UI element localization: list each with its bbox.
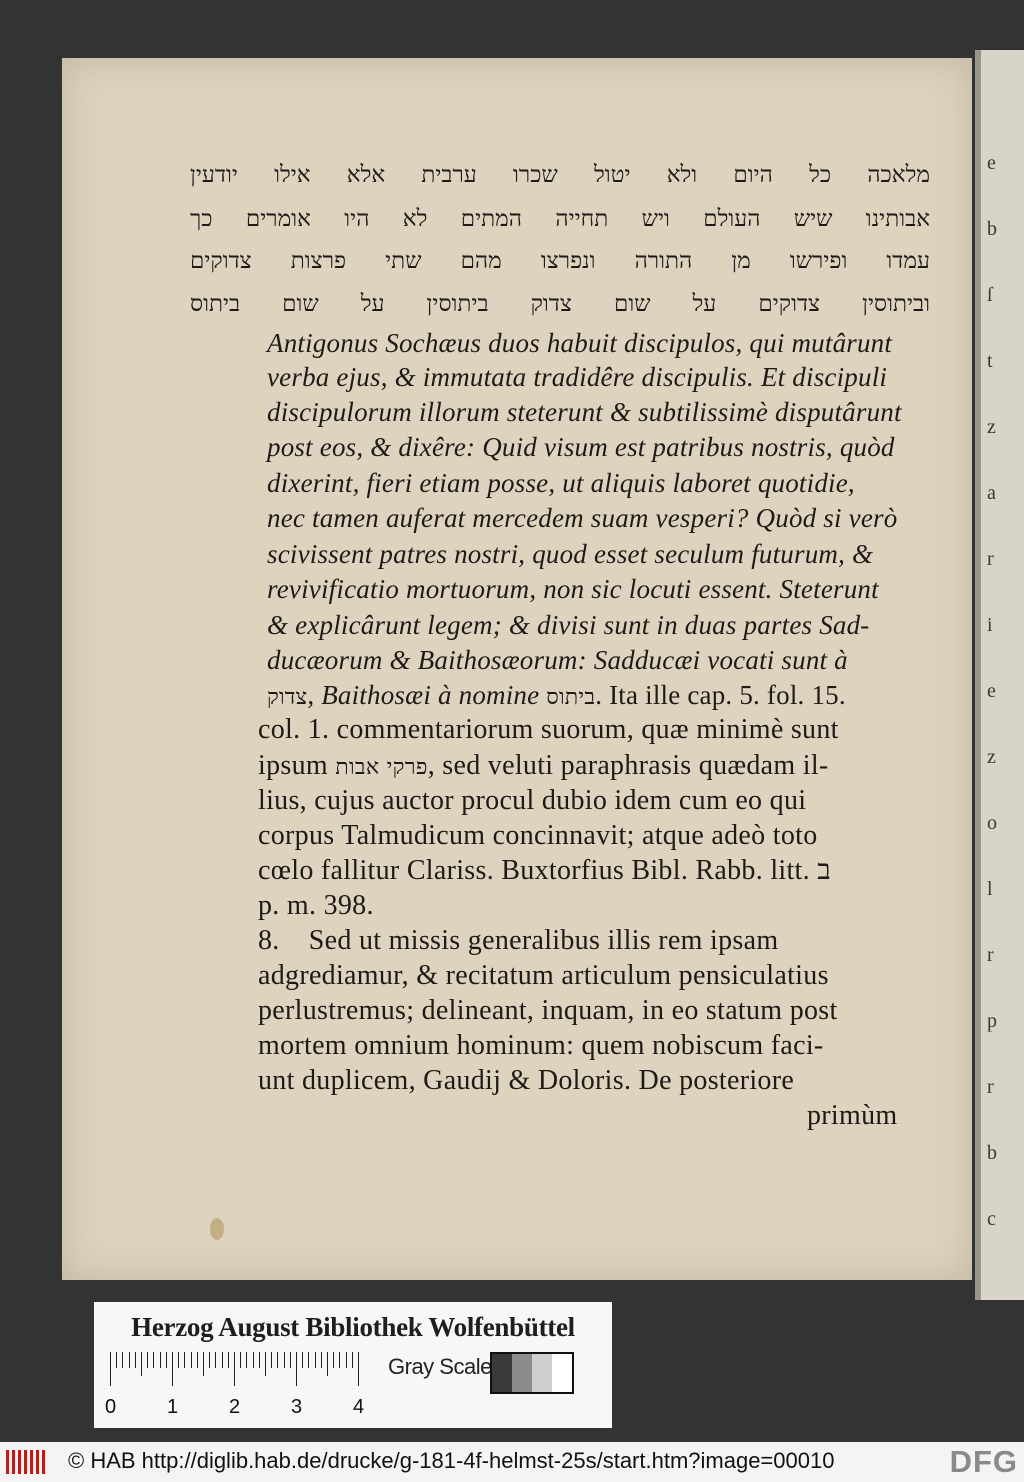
roman-line: col. 1. commentariorum suorum, quæ minimè sunt xyxy=(258,714,839,745)
ruler-tick xyxy=(129,1352,130,1368)
ruler-tick xyxy=(215,1352,216,1368)
roman-line: p. m. 398. xyxy=(258,890,374,921)
hebrew-phrase: פרקי אבות xyxy=(335,755,428,780)
ruler-number: 4 xyxy=(353,1396,365,1418)
ruler-tick xyxy=(135,1352,136,1368)
hebrew-word: ביתוס xyxy=(546,685,596,710)
roman-line: unt duplicem, Gaudij & Doloris. De posteriore xyxy=(258,1065,795,1096)
latin-italic-line: post eos, & dixêre: Quid visum est patribus nostris, quòd xyxy=(267,432,895,462)
ruler-tick xyxy=(302,1352,303,1368)
ruler-number: 2 xyxy=(229,1396,241,1418)
ruler-tick xyxy=(277,1352,278,1368)
swatch-dark xyxy=(492,1354,512,1392)
swatch-white xyxy=(552,1354,572,1392)
ruler-tick xyxy=(308,1352,309,1368)
hab-logo-icon xyxy=(6,1448,48,1476)
ruler-number: 3 xyxy=(291,1396,303,1418)
ruler-tick xyxy=(172,1352,173,1386)
ruler-tick xyxy=(234,1352,235,1386)
page-gutter xyxy=(975,50,981,1300)
ruler-tick xyxy=(321,1352,322,1368)
ruler-tick xyxy=(110,1352,111,1386)
ruler-tick xyxy=(358,1352,359,1386)
ruler-tick xyxy=(290,1352,291,1368)
ruler-tick xyxy=(184,1352,185,1368)
roman-text: ipsum xyxy=(258,750,336,781)
ruler-tick xyxy=(333,1352,334,1368)
roman-line: adgrediamur, & recitatum articulum pensiculatius xyxy=(258,960,829,991)
ruler-tick xyxy=(116,1352,117,1368)
library-name: Herzog August Bibliothek Wolfenbüttel xyxy=(131,1312,575,1342)
catchword: primùm xyxy=(807,1100,898,1131)
latin-italic-line: verba ejus, & immutata tradidêre discipulis. Et discipuli xyxy=(267,362,888,392)
ruler-tick xyxy=(259,1352,260,1368)
gray-scale-swatch xyxy=(490,1352,574,1394)
roman-text: . Ita ille cap. 5. fol. 15. xyxy=(595,680,846,710)
ruler-tick xyxy=(141,1352,142,1376)
ruler-tick xyxy=(284,1352,285,1368)
ruler-tick xyxy=(122,1352,123,1368)
latin-italic-line: & explicârunt legem; & divisi sunt in duas partes Sad- xyxy=(267,610,870,640)
ruler-tick xyxy=(166,1352,167,1368)
ruler xyxy=(105,1352,370,1418)
swatch-light xyxy=(532,1354,552,1392)
ruler-tick xyxy=(228,1352,229,1368)
roman-line: perlustremus; delineant, inquam, in eo statum post xyxy=(258,995,838,1026)
latin-italic-line: discipulorum illorum steterunt & subtilissimè disputârunt xyxy=(267,397,902,427)
ruler-number: 0 xyxy=(105,1396,117,1418)
mixed-line xyxy=(267,680,846,711)
roman-line: mortem omnium hominum: quem nobiscum faci- xyxy=(258,1030,824,1061)
library-scale-card xyxy=(94,1302,612,1428)
ruler-tick xyxy=(339,1352,340,1368)
ruler-tick xyxy=(160,1352,161,1368)
italic-text: , Baithosæi à nomine xyxy=(307,680,547,710)
ruler-tick xyxy=(191,1352,192,1368)
hebrew-line: אבותינו שיש העולם ויש תחייה המתים לא היו אומרים כך xyxy=(190,206,930,232)
latin-italic-line: ducæorum & Baithosæorum: Sadducæi vocati sunt à xyxy=(267,645,848,675)
latin-italic-line: nec tamen auferat mercedem suam vesperi? Quòd si verò xyxy=(267,503,898,533)
page-text xyxy=(62,58,972,1280)
ruler-tick xyxy=(253,1352,254,1368)
adjacent-page-edge xyxy=(975,50,1024,1300)
ruler-tick xyxy=(346,1352,347,1368)
hebrew-line: וביתוסין צדוקים על שום צדוק ביתוסין על שום ביתוס xyxy=(190,291,930,317)
ruler-tick xyxy=(240,1352,241,1368)
swatch-mid xyxy=(512,1354,532,1392)
ruler-number: 1 xyxy=(167,1396,179,1418)
ruler-tick xyxy=(209,1352,210,1368)
roman-line xyxy=(258,750,829,782)
ruler-tick xyxy=(246,1352,247,1368)
paragraph-start: 8. Sed ut missis generalibus illis rem ipsam xyxy=(258,925,779,956)
ruler-tick xyxy=(327,1352,328,1376)
latin-italic-line: revivificatio mortuorum, non sic locuti essent. Steterunt xyxy=(267,574,879,604)
adjacent-page-fragments: e b ſ t z a r i e z o l r p r b c xyxy=(987,152,997,1230)
ruler-tick xyxy=(352,1352,353,1368)
hebrew-line: מלאכה כל היום ולא יטול שכרו ערבית אלא אילו יודעין xyxy=(190,162,930,188)
roman-line: corpus Talmudicum concinnavit; atque adeò toto xyxy=(258,820,818,851)
latin-italic-line: Antigonus Sochæus duos habuit discipulos, qui mutârunt xyxy=(267,328,893,358)
roman-line: lius, cujus auctor procul dubio idem cum eo qui xyxy=(258,785,807,816)
dfg-logo: DFG xyxy=(949,1444,1018,1479)
ruler-tick xyxy=(315,1352,316,1368)
ruler-tick xyxy=(265,1352,266,1376)
ruler-tick xyxy=(178,1352,179,1368)
book-page xyxy=(62,58,972,1280)
hebrew-line: עמדו ופירשו מן התורה ונפרצו מהם שתי פרצות צדוקים xyxy=(190,248,930,274)
latin-italic-line: dixerint, fieri etiam posse, ut aliquis laboret quotidie, xyxy=(267,468,855,498)
gray-scale-label: Gray Scale xyxy=(388,1354,492,1379)
ruler-tick xyxy=(271,1352,272,1368)
roman-line: cœlo fallitur Clariss. Buxtorfius Bibl. Rabb. litt. ב xyxy=(258,855,832,886)
roman-text: , sed veluti paraphrasis quædam il- xyxy=(427,750,829,781)
ruler-tick xyxy=(147,1352,148,1368)
credit-link[interactable]: © HAB http://diglib.hab.de/drucke/g-181-4f-helmst-25s/start.htm?image=00010 xyxy=(68,1448,835,1473)
ruler-tick xyxy=(222,1352,223,1368)
ruler-tick xyxy=(197,1352,198,1368)
latin-italic-line: scivissent patres nostri, quod esset seculum futurum, & xyxy=(267,539,874,569)
ruler-tick xyxy=(153,1352,154,1368)
hebrew-word: צדוק xyxy=(267,685,308,710)
credit-bar xyxy=(0,1442,1024,1482)
ruler-tick xyxy=(203,1352,204,1376)
ruler-tick xyxy=(296,1352,297,1386)
